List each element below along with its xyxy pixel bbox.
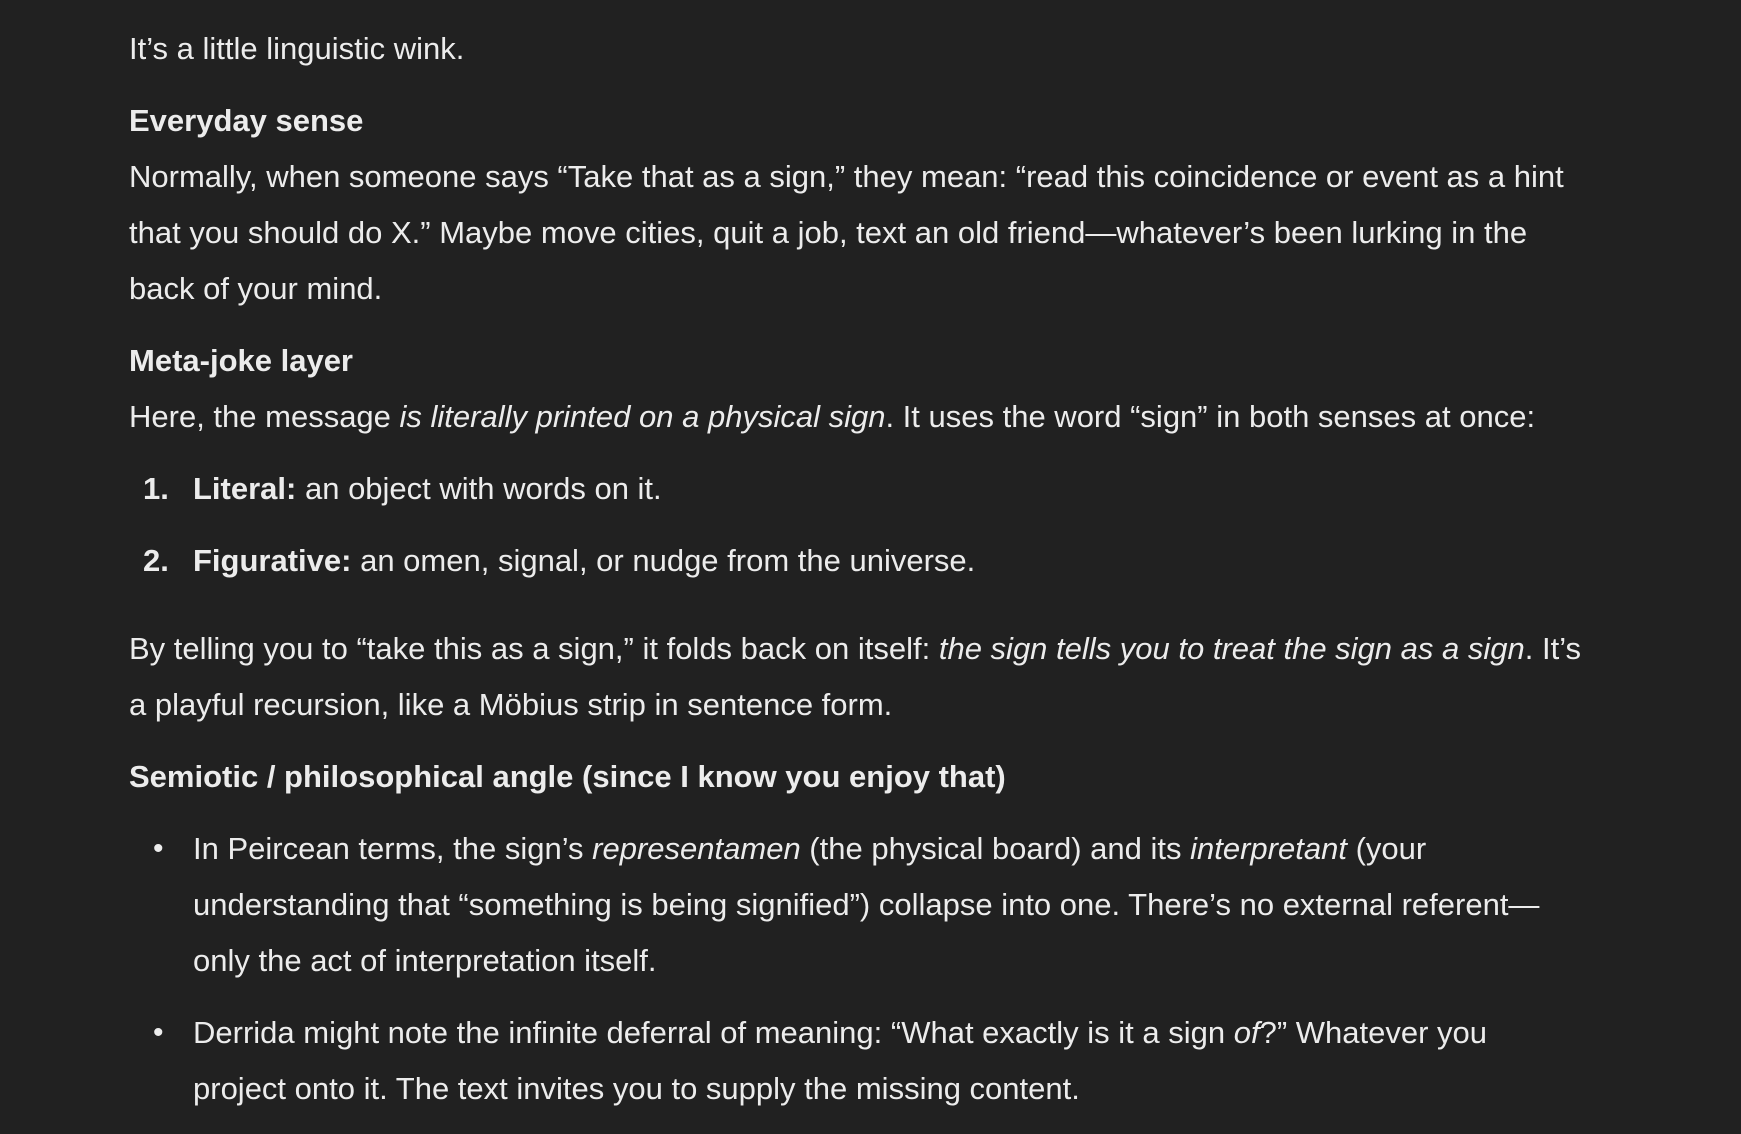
meta-para-pre: Here, the message xyxy=(129,399,400,434)
list-term-figurative: Figurative: xyxy=(193,543,352,578)
list-text-literal: an object with words on it. xyxy=(296,471,662,506)
derrida-emphasis: of xyxy=(1233,1015,1260,1050)
list-item-literal xyxy=(193,471,662,507)
meta-paragraph xyxy=(129,399,1535,435)
peirce-post: (your xyxy=(1346,831,1427,866)
bullet-dot-2: • xyxy=(153,1016,164,1049)
list-term-literal: Literal: xyxy=(193,471,297,506)
recursion-line-2: a playful recursion, like a Möbius strip in sentence form. xyxy=(129,687,893,722)
peirce-interpretant: interpretant xyxy=(1190,831,1347,866)
derrida-line-2: project onto it. The text invites you to supply the missing content. xyxy=(193,1071,1080,1106)
derrida-line-1 xyxy=(193,1015,1487,1051)
recursion-emphasis: the sign tells you to treat the sign as a sign xyxy=(938,631,1525,666)
recursion-line-1 xyxy=(129,631,1581,667)
list-item-figurative xyxy=(193,543,975,579)
list-number-2: 2. xyxy=(143,543,169,578)
derrida-post: ?” Whatever you xyxy=(1259,1015,1488,1050)
peirce-line-2: understanding that “something is being signified”) collapse into one. There’s no external referent— xyxy=(193,887,1540,922)
everyday-heading: Everyday sense xyxy=(129,103,364,138)
recursion-post: . It’s xyxy=(1524,631,1582,666)
bullet-dot-1: • xyxy=(153,832,164,865)
list-text-figurative: an omen, signal, or nudge from the universe. xyxy=(351,543,976,578)
everyday-line-1: Normally, when someone says “Take that as a sign,” they mean: “read this coincidence or event as a hint xyxy=(129,159,1564,194)
peirce-pre: In Peircean terms, the sign’s xyxy=(193,831,593,866)
peirce-line-3: only the act of interpretation itself. xyxy=(193,943,657,978)
meta-para-emphasis: is literally printed on a physical sign xyxy=(399,399,886,434)
everyday-line-3: back of your mind. xyxy=(129,271,383,306)
derrida-pre: Derrida might note the infinite deferral of meaning: “What exactly is it a sign xyxy=(193,1015,1234,1050)
intro-text: It’s a little linguistic wink. xyxy=(129,31,465,66)
peirce-representamen: representamen xyxy=(592,831,801,866)
list-number-1: 1. xyxy=(143,471,169,506)
everyday-line-2: that you should do X.” Maybe move cities, quit a job, text an old friend—whatever’s been lurking in the xyxy=(129,215,1528,250)
recursion-pre: By telling you to “take this as a sign,” it folds back on itself: xyxy=(129,631,939,666)
peirce-line-1 xyxy=(193,831,1426,867)
peirce-mid: (the physical board) and its xyxy=(800,831,1191,866)
meta-heading: Meta-joke layer xyxy=(129,343,353,378)
semiotic-heading: Semiotic / philosophical angle (since I know you enjoy that) xyxy=(129,759,1006,794)
meta-para-post: . It uses the word “sign” in both senses at once: xyxy=(885,399,1536,434)
